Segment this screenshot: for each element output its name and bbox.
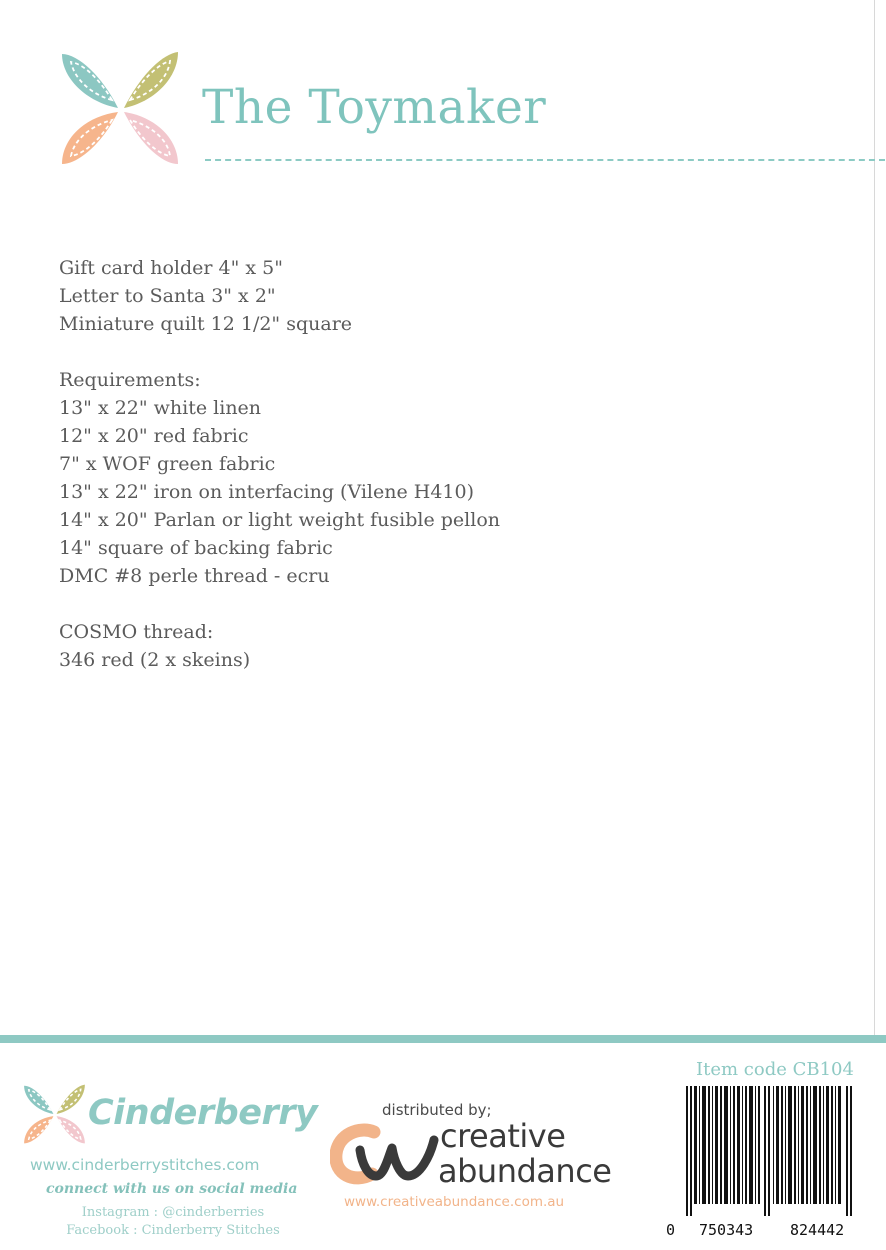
size-item: Gift card holder 4" x 5": [59, 257, 283, 279]
cosmo-item: 346 red (2 x skeins): [59, 649, 251, 671]
distributor-name-line2: abundance: [438, 1152, 612, 1190]
barcode-icon: [686, 1086, 856, 1216]
requirement-item: 13" x 22" iron on interfacing (Vilene H410): [59, 481, 475, 503]
pattern-details: [59, 254, 839, 702]
page-edge-line: [874, 0, 875, 1035]
distributor-name-line1: creative: [440, 1117, 566, 1155]
facebook-handle[interactable]: Facebook : Cinderberry Stitches: [66, 1223, 280, 1238]
requirement-item: 12" x 20" red fabric: [59, 425, 249, 447]
size-item: Letter to Santa 3" x 2": [59, 285, 276, 307]
barcode-digit-first: 0: [666, 1221, 676, 1239]
requirements-list: [59, 366, 839, 590]
leaf-logo-icon: [58, 48, 184, 168]
requirement-item: 14" square of backing fabric: [59, 537, 333, 559]
barcode-digits-left: 750343: [699, 1221, 754, 1239]
barcode-digits-right: 824442: [790, 1221, 845, 1239]
requirements-heading: Requirements:: [59, 369, 201, 391]
page-title: The Toymaker: [202, 80, 547, 135]
requirement-item: 7" x WOF green fabric: [59, 453, 276, 475]
instagram-handle[interactable]: Instagram : @cinderberries: [81, 1205, 265, 1220]
requirement-item: 13" x 22" white linen: [59, 397, 262, 419]
cosmo-heading: COSMO thread:: [59, 621, 214, 643]
social-tagline: connect with us on social media: [46, 1181, 298, 1197]
cinderberry-website-link[interactable]: www.cinderberrystitches.com: [30, 1156, 260, 1174]
cinderberry-leaf-icon: [22, 1082, 88, 1146]
footer-divider-band: [0, 1035, 886, 1043]
size-item: Miniature quilt 12 1/2" square: [59, 313, 353, 335]
item-code: Item code CB104: [696, 1059, 854, 1080]
size-list: [59, 254, 839, 338]
creative-abundance-logo-icon: [330, 1118, 440, 1188]
distributor-website-link[interactable]: www.creativeabundance.com.au: [344, 1194, 565, 1210]
requirement-item: DMC #8 perle thread - ecru: [59, 565, 330, 587]
cinderberry-brand-name: Cinderberry: [88, 1093, 318, 1133]
distributed-by-label: distributed by;: [382, 1101, 492, 1119]
cosmo-thread-list: [59, 618, 839, 674]
requirement-item: 14" x 20" Parlan or light weight fusible pellon: [59, 509, 500, 531]
title-divider: [205, 159, 885, 161]
